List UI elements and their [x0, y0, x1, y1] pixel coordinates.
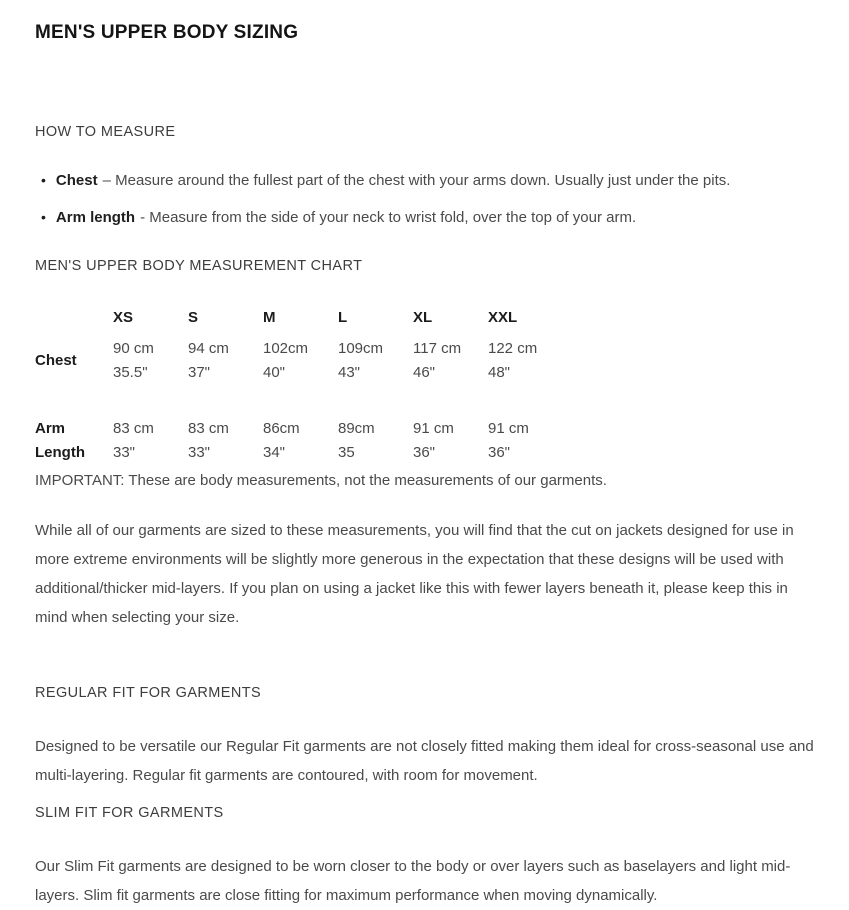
value-inch: 35: [338, 443, 355, 461]
cell-arm-xl: [413, 417, 488, 465]
value-inch: 37": [188, 363, 211, 381]
table-row-arm-length: [35, 417, 821, 465]
measure-instructions-list: [35, 172, 821, 226]
cell-chest-xs: [113, 337, 188, 385]
row-label-text: Length: [35, 443, 85, 461]
slim-fit-paragraph: Our Slim Fit garments are designed to be worn closer to the body or over layers such as baselayers and light mid-layers. Slim fit garments are close fitting for maximum performance when moving dynamically.: [35, 858, 791, 905]
sizing-note-paragraph: While all of our garments are sized to these measurements, you will find that the cut on jackets designed for use in more extreme environments will be slightly more generous in the expectation that these designs will be used with additional/thicker mid-layers. If you plan on using a jacket like this with fewer layers beneath it, please keep this in mind when selecting your size.: [35, 521, 794, 626]
value-cm: 89cm: [338, 419, 375, 437]
list-item-arm-length: [35, 209, 821, 227]
value-inch: 36": [413, 443, 436, 461]
value-cm: 122 cm: [488, 339, 538, 357]
row-label-text: Arm: [35, 419, 66, 437]
value-cm: 94 cm: [188, 339, 229, 357]
value-inch: 35.5": [113, 363, 148, 381]
row-label-text: Chest: [35, 352, 77, 370]
measure-term-chest: Chest: [55, 172, 98, 190]
important-note: IMPORTANT: These are body measurements, not the measurements of our garments.: [35, 471, 607, 489]
measure-instruction: [56, 210, 636, 227]
bullet-icon: •: [41, 208, 46, 225]
value-inch: 33": [188, 443, 211, 461]
cell-chest-l: [338, 337, 413, 385]
col-header-xs: XS: [113, 308, 134, 326]
table-row-gap: [35, 385, 821, 417]
row-label-arm-length: [35, 417, 113, 465]
value-cm: 109cm: [338, 339, 384, 357]
value-inch: 34": [263, 443, 286, 461]
value-cm: 91 cm: [488, 419, 529, 437]
cell-chest-s: [188, 337, 263, 385]
how-to-measure-heading: HOW TO MEASURE: [35, 123, 176, 140]
cell-arm-l: [338, 417, 413, 465]
page-title: MEN'S UPPER BODY SIZING: [35, 22, 299, 43]
value-cm: 83 cm: [188, 419, 229, 437]
measure-instruction: [56, 173, 731, 190]
cell-arm-xs: [113, 417, 188, 465]
table-row-chest: [35, 337, 821, 385]
cell-arm-xxl: [488, 417, 563, 465]
value-cm: 102cm: [263, 339, 309, 357]
col-header-s: S: [188, 308, 199, 326]
col-header-xl: XL: [413, 308, 433, 326]
list-item-chest: [35, 172, 821, 190]
measure-text-arm-length: - Measure from the side of your neck to wrist fold, over the top of your arm.: [140, 208, 637, 226]
cell-chest-m: [263, 337, 338, 385]
value-cm: 117 cm: [413, 339, 462, 357]
regular-fit-paragraph: Designed to be versatile our Regular Fit garments are not closely fitted making them ideal for cross-seasonal use and multi-layering. Regular fit garments are contoured, with room for movement.: [35, 737, 814, 784]
value-cm: 91 cm: [413, 419, 454, 437]
cell-chest-xxl: [488, 337, 563, 385]
value-inch: 46": [413, 363, 436, 381]
cell-arm-s: [188, 417, 263, 465]
value-inch: 40": [263, 363, 286, 381]
table-header-spacer: [35, 309, 113, 326]
measurement-chart-table: [35, 309, 821, 465]
value-inch: 43": [338, 363, 361, 381]
row-label-chest: [35, 337, 113, 385]
measurement-chart-heading: MEN'S UPPER BODY MEASUREMENT CHART: [35, 258, 363, 275]
cell-chest-xl: [413, 337, 488, 385]
value-cm: 86cm: [263, 419, 300, 437]
col-header-xxl: XXL: [488, 308, 518, 326]
col-header-l: L: [338, 308, 348, 326]
value-inch: 33": [113, 443, 136, 461]
measure-term-arm-length: Arm length: [55, 208, 136, 226]
regular-fit-heading: REGULAR FIT FOR GARMENTS: [35, 684, 262, 701]
value-inch: 48": [488, 363, 511, 381]
cell-arm-m: [263, 417, 338, 465]
col-header-m: M: [263, 308, 276, 326]
bullet-icon: •: [41, 172, 46, 189]
value-cm: 90 cm: [113, 339, 154, 357]
measure-text-chest: – Measure around the fullest part of the chest with your arms down. Usually just under the pits.: [102, 172, 731, 190]
table-header-row: [35, 309, 821, 326]
value-cm: 83 cm: [113, 419, 154, 437]
slim-fit-heading: SLIM FIT FOR GARMENTS: [35, 804, 224, 821]
value-inch: 36": [488, 443, 511, 461]
